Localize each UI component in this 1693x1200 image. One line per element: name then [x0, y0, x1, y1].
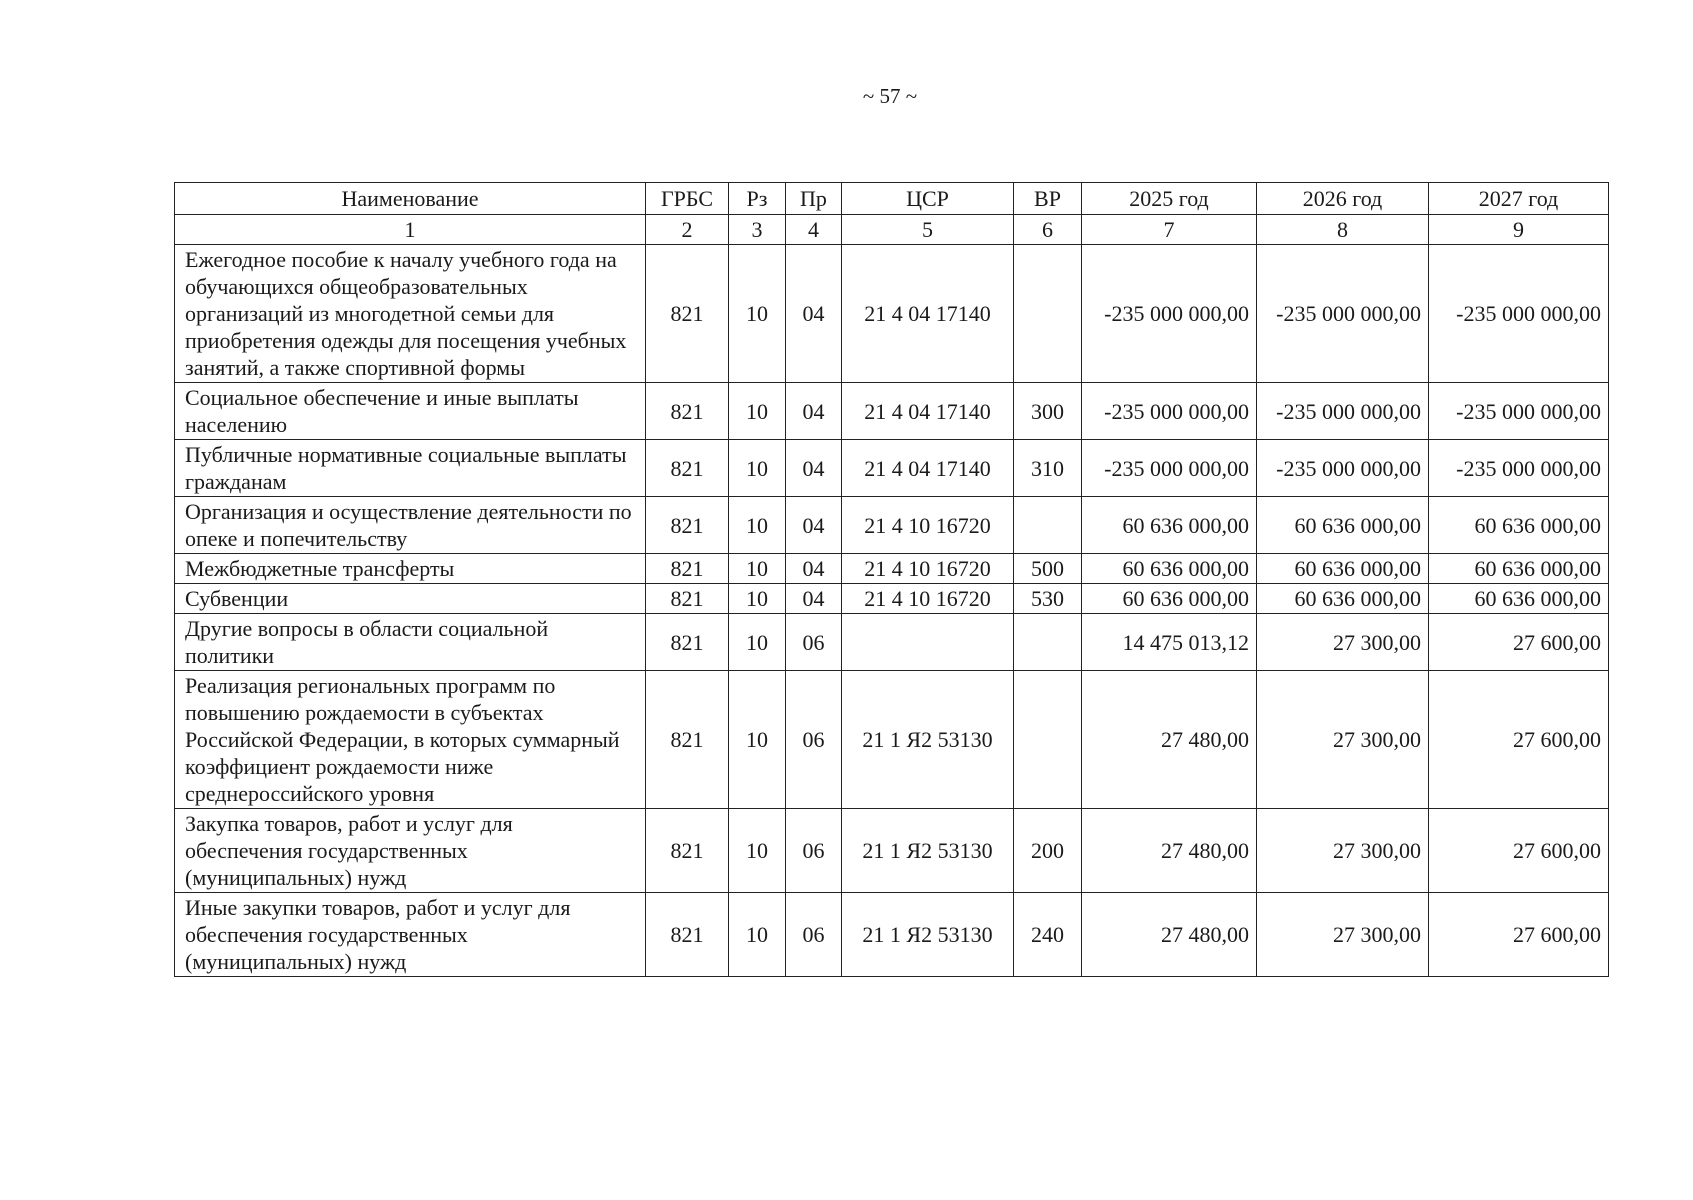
- column-number: 2: [646, 215, 729, 245]
- cell-grbs: 821: [646, 440, 729, 497]
- cell-2026: 60 636 000,00: [1257, 584, 1429, 614]
- cell-2027: 60 636 000,00: [1429, 497, 1609, 554]
- cell-grbs: 821: [646, 554, 729, 584]
- cell-2025: 14 475 013,12: [1082, 614, 1257, 671]
- cell-2025: 27 480,00: [1082, 809, 1257, 893]
- cell-name: Иные закупки товаров, работ и услуг для обеспечения государственных (муниципальных) нужд: [175, 893, 646, 977]
- cell-pr: 06: [786, 809, 842, 893]
- cell-name: Субвенции: [175, 584, 646, 614]
- cell-grbs: 821: [646, 671, 729, 809]
- cell-pr: 04: [786, 497, 842, 554]
- cell-rz: 10: [729, 671, 786, 809]
- cell-csr: 21 1 Я2 53130: [842, 671, 1014, 809]
- cell-csr: 21 1 Я2 53130: [842, 893, 1014, 977]
- header-csr: ЦСР: [842, 183, 1014, 215]
- page-number: ~ 57 ~: [862, 84, 918, 108]
- header-2026: 2026 год: [1257, 183, 1429, 215]
- budget-table: [174, 182, 1609, 977]
- cell-rz: 10: [729, 383, 786, 440]
- header-row: [175, 183, 1609, 215]
- cell-csr: [842, 614, 1014, 671]
- cell-2027: -235 000 000,00: [1429, 440, 1609, 497]
- cell-name: Организация и осуществление деятельности по опеке и попечительству: [175, 497, 646, 554]
- cell-2027: 27 600,00: [1429, 614, 1609, 671]
- header-name: Наименование: [175, 183, 646, 215]
- cell-pr: 06: [786, 893, 842, 977]
- table-row: [175, 614, 1609, 671]
- table-header: [175, 183, 1609, 245]
- cell-csr: 21 1 Я2 53130: [842, 809, 1014, 893]
- cell-pr: 04: [786, 584, 842, 614]
- cell-2027: -235 000 000,00: [1429, 383, 1609, 440]
- cell-rz: 10: [729, 614, 786, 671]
- header-rz: Рз: [729, 183, 786, 215]
- cell-name: Другие вопросы в области социальной политики: [175, 614, 646, 671]
- cell-vr: 300: [1014, 383, 1082, 440]
- table-row: [175, 245, 1609, 383]
- cell-csr: 21 4 10 16720: [842, 584, 1014, 614]
- cell-grbs: 821: [646, 614, 729, 671]
- cell-2026: -235 000 000,00: [1257, 383, 1429, 440]
- cell-vr: 200: [1014, 809, 1082, 893]
- header-vr: ВР: [1014, 183, 1082, 215]
- cell-2026: -235 000 000,00: [1257, 440, 1429, 497]
- cell-2025: 60 636 000,00: [1082, 584, 1257, 614]
- table-row: [175, 497, 1609, 554]
- cell-vr: 240: [1014, 893, 1082, 977]
- cell-csr: 21 4 10 16720: [842, 554, 1014, 584]
- cell-2027: 60 636 000,00: [1429, 554, 1609, 584]
- column-number: 8: [1257, 215, 1429, 245]
- column-number-row: [175, 215, 1609, 245]
- cell-2026: 27 300,00: [1257, 893, 1429, 977]
- cell-rz: 10: [729, 809, 786, 893]
- cell-pr: 04: [786, 383, 842, 440]
- cell-2026: -235 000 000,00: [1257, 245, 1429, 383]
- cell-name: Ежегодное пособие к началу учебного года на обучающихся общеобразовательных организаций из многодетной семьи для приобретения одежды для посещения учебных занятий, а также спортивной формы: [175, 245, 646, 383]
- cell-2027: 27 600,00: [1429, 671, 1609, 809]
- cell-2025: -235 000 000,00: [1082, 245, 1257, 383]
- cell-2026: 27 300,00: [1257, 614, 1429, 671]
- cell-pr: 04: [786, 245, 842, 383]
- column-number: 7: [1082, 215, 1257, 245]
- cell-vr: [1014, 671, 1082, 809]
- header-2025: 2025 год: [1082, 183, 1257, 215]
- cell-2026: 60 636 000,00: [1257, 497, 1429, 554]
- table-row: [175, 809, 1609, 893]
- cell-rz: 10: [729, 497, 786, 554]
- column-number: 3: [729, 215, 786, 245]
- cell-csr: 21 4 04 17140: [842, 440, 1014, 497]
- cell-rz: 10: [729, 440, 786, 497]
- table-row: [175, 671, 1609, 809]
- cell-2025: 60 636 000,00: [1082, 554, 1257, 584]
- column-number: 9: [1429, 215, 1609, 245]
- cell-2027: 60 636 000,00: [1429, 584, 1609, 614]
- cell-rz: 10: [729, 245, 786, 383]
- table-row: [175, 554, 1609, 584]
- cell-csr: 21 4 10 16720: [842, 497, 1014, 554]
- cell-2026: 60 636 000,00: [1257, 554, 1429, 584]
- cell-2027: 27 600,00: [1429, 809, 1609, 893]
- cell-name: Социальное обеспечение и иные выплаты населению: [175, 383, 646, 440]
- cell-grbs: 821: [646, 245, 729, 383]
- cell-grbs: 821: [646, 584, 729, 614]
- cell-pr: 06: [786, 671, 842, 809]
- cell-grbs: 821: [646, 497, 729, 554]
- table-row: [175, 383, 1609, 440]
- header-grbs: ГРБС: [646, 183, 729, 215]
- cell-name: Реализация региональных программ по повышению рождаемости в субъектах Российской Федерации, в которых суммарный коэффициент рождаемости ниже среднероссийского уровня: [175, 671, 646, 809]
- cell-2025: 27 480,00: [1082, 671, 1257, 809]
- cell-2027: 27 600,00: [1429, 893, 1609, 977]
- header-pr: Пр: [786, 183, 842, 215]
- cell-rz: 10: [729, 893, 786, 977]
- cell-grbs: 821: [646, 383, 729, 440]
- cell-name: Закупка товаров, работ и услуг для обеспечения государственных (муниципальных) нужд: [175, 809, 646, 893]
- column-number: 5: [842, 215, 1014, 245]
- cell-grbs: 821: [646, 809, 729, 893]
- cell-vr: [1014, 245, 1082, 383]
- cell-2027: -235 000 000,00: [1429, 245, 1609, 383]
- column-number: 4: [786, 215, 842, 245]
- cell-vr: [1014, 497, 1082, 554]
- column-number: 6: [1014, 215, 1082, 245]
- header-2027: 2027 год: [1429, 183, 1609, 215]
- cell-pr: 04: [786, 440, 842, 497]
- cell-csr: 21 4 04 17140: [842, 245, 1014, 383]
- cell-2025: 27 480,00: [1082, 893, 1257, 977]
- cell-pr: 04: [786, 554, 842, 584]
- column-number: 1: [175, 215, 646, 245]
- table-row: [175, 440, 1609, 497]
- cell-vr: 310: [1014, 440, 1082, 497]
- cell-name: Межбюджетные трансферты: [175, 554, 646, 584]
- cell-2026: 27 300,00: [1257, 809, 1429, 893]
- cell-2026: 27 300,00: [1257, 671, 1429, 809]
- cell-name: Публичные нормативные социальные выплаты гражданам: [175, 440, 646, 497]
- table-row: [175, 584, 1609, 614]
- cell-rz: 10: [729, 584, 786, 614]
- cell-vr: [1014, 614, 1082, 671]
- cell-vr: 500: [1014, 554, 1082, 584]
- table-body: [175, 245, 1609, 977]
- table-row: [175, 893, 1609, 977]
- cell-pr: 06: [786, 614, 842, 671]
- cell-2025: -235 000 000,00: [1082, 383, 1257, 440]
- cell-csr: 21 4 04 17140: [842, 383, 1014, 440]
- cell-2025: 60 636 000,00: [1082, 497, 1257, 554]
- cell-2025: -235 000 000,00: [1082, 440, 1257, 497]
- cell-grbs: 821: [646, 893, 729, 977]
- cell-vr: 530: [1014, 584, 1082, 614]
- cell-rz: 10: [729, 554, 786, 584]
